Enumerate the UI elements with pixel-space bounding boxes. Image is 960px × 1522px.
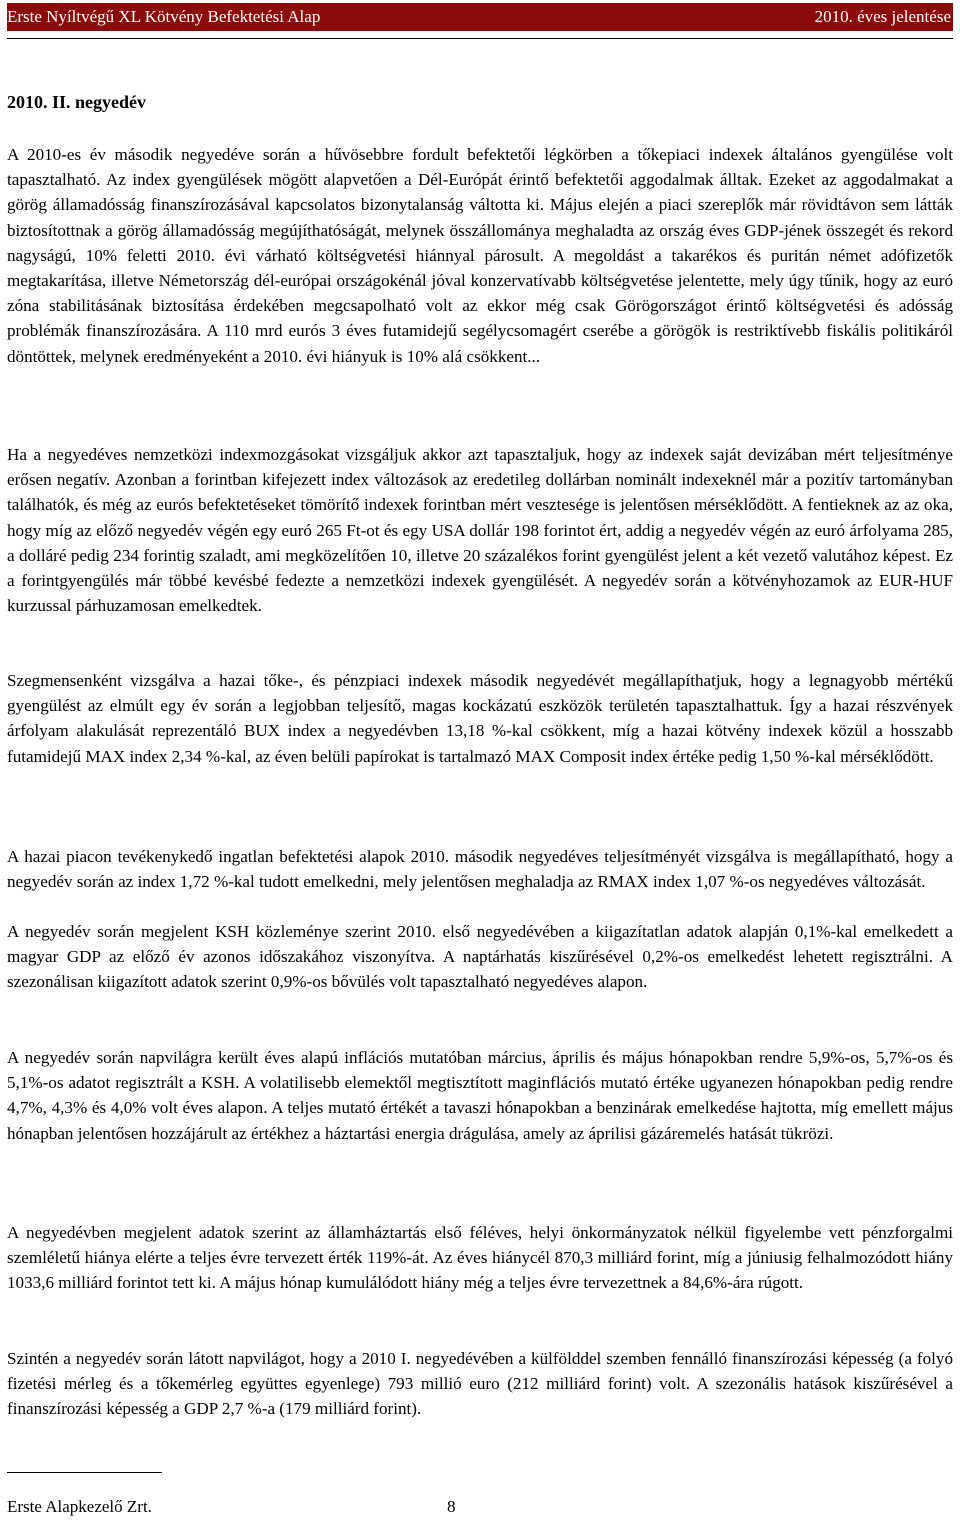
paragraph-gdp: A negyedév során megjelent KSH közleménye szerint 2010. első negyedévében a kiigazítatlan adatok alapján 0,1%-kal emelkedett a magyar GDP az előző év azonos időszakához viszonyítva. A naptárhatás kiszűrésével 0,2%-os emelkedést lehetett regisztrálni. A szezonálisan kiigazított adatok szerint 0,9%-os bővülés volt tapasztalható negyedéves alapon. (7, 922, 953, 992)
report-header-band (7, 3, 953, 31)
paragraph-inflation: A negyedév során napvilágra került éves alapú inflációs mutatóban március, április és május hónapokban rendre 5,9%-os, 5,7%-os és 5,1%-os adatot regisztrált a KSH. A volatilisebb elemektől megtisztított maginflációs mutató értéke ugyanezen hónapokban pedig rendre 4,7%, 4,3% és 4,0% volt éves alapon. A teljes mutató értékét a tavaszi hónapokban a benzinárak emelkedése hajtotta, míg emellett május hónapban jelentősen hozzájárult az értékhez a háztartási energia drágulása, amely az áprilisi gázáremelés hatását tükrözi. (7, 1048, 953, 1143)
paragraph-real-estate-funds: A hazai piacon tevékenykedő ingatlan befektetési alapok 2010. második negyedéves teljesítményét vizsgálva is megállapítható, hogy a negyedév során az index 1,72 %-kal tudott emelkedni, mely jelentősen meghaladja az RMAX index 1,07 %-os negyedéves változását. (7, 847, 953, 892)
footer-divider (7, 1472, 162, 1473)
paragraph-greek-debt: A 2010-es év második negyedéve során a hűvösebbre fordult befektetői légkörben a tőkepiaci indexek általános gyengülése volt tapasztalható. Az index gyengülések mögött alapvetően a Dél-Európát érintő befektetői aggodalmak álltak. Ezeket az aggodalmakat a görög államadósság finanszírozásával kapcsolatos bizonytalanság váltotta ki. Május elején a piaci szereplők már rövidtávon sem látták biztosítottnak a görög államadósság megújíthatóságát, melynek összállománya meghaladta az ország éves GDP-jének összegét és rekord nagyságú, 10% feletti 2010. évi várható költségvetési hiánnyal párosult. A megoldást a takarékos és puritán német adófizetők megtakarítása, illetve Németország dél-európai országokénál jóval konzervatívabb költségvetése jelentette, mely úgy tűnik, hogy az euró zóna stabilitásának biztosítása érdekében megcsapolható volt az ekkor még csak Görögországot érintő költségvetési és adósság problémák finanszírozására. A 110 mrd eurós 3 éves futamidejű segélycsomagért cserébe a görögök is restriktívebb fiskális politikáról döntöttek, melynek eredményeként a 2010. évi hiányuk is 10% alá csökkent... (7, 145, 953, 366)
page-number: 8 (447, 1497, 456, 1516)
paragraph-international-indices: Ha a negyedéves nemzetközi indexmozgásokat vizsgáljuk akkor azt tapasztaljuk, hogy az indexek saját devizában mért teljesítménye erősen negatív. Azonban a forintban kifejezett index változások az eredetileg dollárban nominált indexeknél már a pozitív tartományban találhatók, és még az eurós befektetéseket tömörítő indexek forintban mért vesztesége is jelentősen mérséklődött. A fentieknek az az oka, hogy míg az előző negyedév végén egy euró 265 Ft-ot és egy USA dollár 198 forintot ért, addig a negyedév végén az euró árfolyama 285, a dolláré pedig 234 forintig szaladt, ami megközelítően 10, illetve 20 százalékos forint gyengülést jelent a két vezető valutához képest. Ez a forintgyengülés már többé kevésbé fedezte a nemzetközi indexek gyengülését. A negyedév során a kötvényhozamok az EUR-HUF kurzussal párhuzamosan emelkedtek. (7, 445, 953, 616)
paragraph-domestic-indices: Szegmensenként vizsgálva a hazai tőke-, és pénzpiaci indexek második negyedévét megállapíthatjuk, hogy a legnagyobb mértékű gyengülést az elmúlt egy év során a legjobban teljesítő, magas kockázatú eszközök területén tapasztalhattuk. Így a hazai részvények árfolyam alakulását reprezentáló BUX index a negyedévben 13,18 %-kal csökkent, míg a hazai kötvény indexek közül a hosszabb futamidejű MAX index 2,34 %-kal, az éven belüli papírokat is tartalmazó MAX Composit index értéke pedig 1,50 %-kal mérséklődött. (7, 671, 953, 766)
document-page (7, 0, 953, 1522)
fund-name: Erste Nyíltvégű XL Kötvény Befektetési Alap (7, 7, 321, 26)
paragraph-financing-capacity: Szintén a negyedév során látott napvilágot, hogy a 2010 I. negyedévében a külfölddel szemben fennálló finanszírozási képesség (a folyó fizetési mérleg és a tőkemérleg együttes egyenlege) 793 millió euro (212 milliárd forint) volt. A szezonális hatások kiszűrésével a finanszírozási képesség a GDP 2,7 %-a (179 milliárd forint). (7, 1349, 953, 1419)
footer-company: Erste Alapkezelő Zrt. (7, 1497, 152, 1516)
header-divider (7, 38, 953, 39)
paragraph-budget-deficit: A negyedévben megjelent adatok szerint az államháztartás első féléves, helyi önkormányzatok nélkül figyelembe vett pénzforgalmi szemléletű hiánya elérte a teljes évre tervezett érték 119%-át. Az éves hiánycél 870,3 milliárd forint, míg a júniusig felhalmozódott hiány 1033,6 milliárd forintot tett ki. A május hónap kumulálódott hiány még a teljes évre tervezettnek a 84,6%-ára rúgott. (7, 1223, 953, 1293)
report-title: 2010. éves jelentése (814, 7, 951, 26)
section-title: 2010. II. negyedév (7, 92, 146, 112)
